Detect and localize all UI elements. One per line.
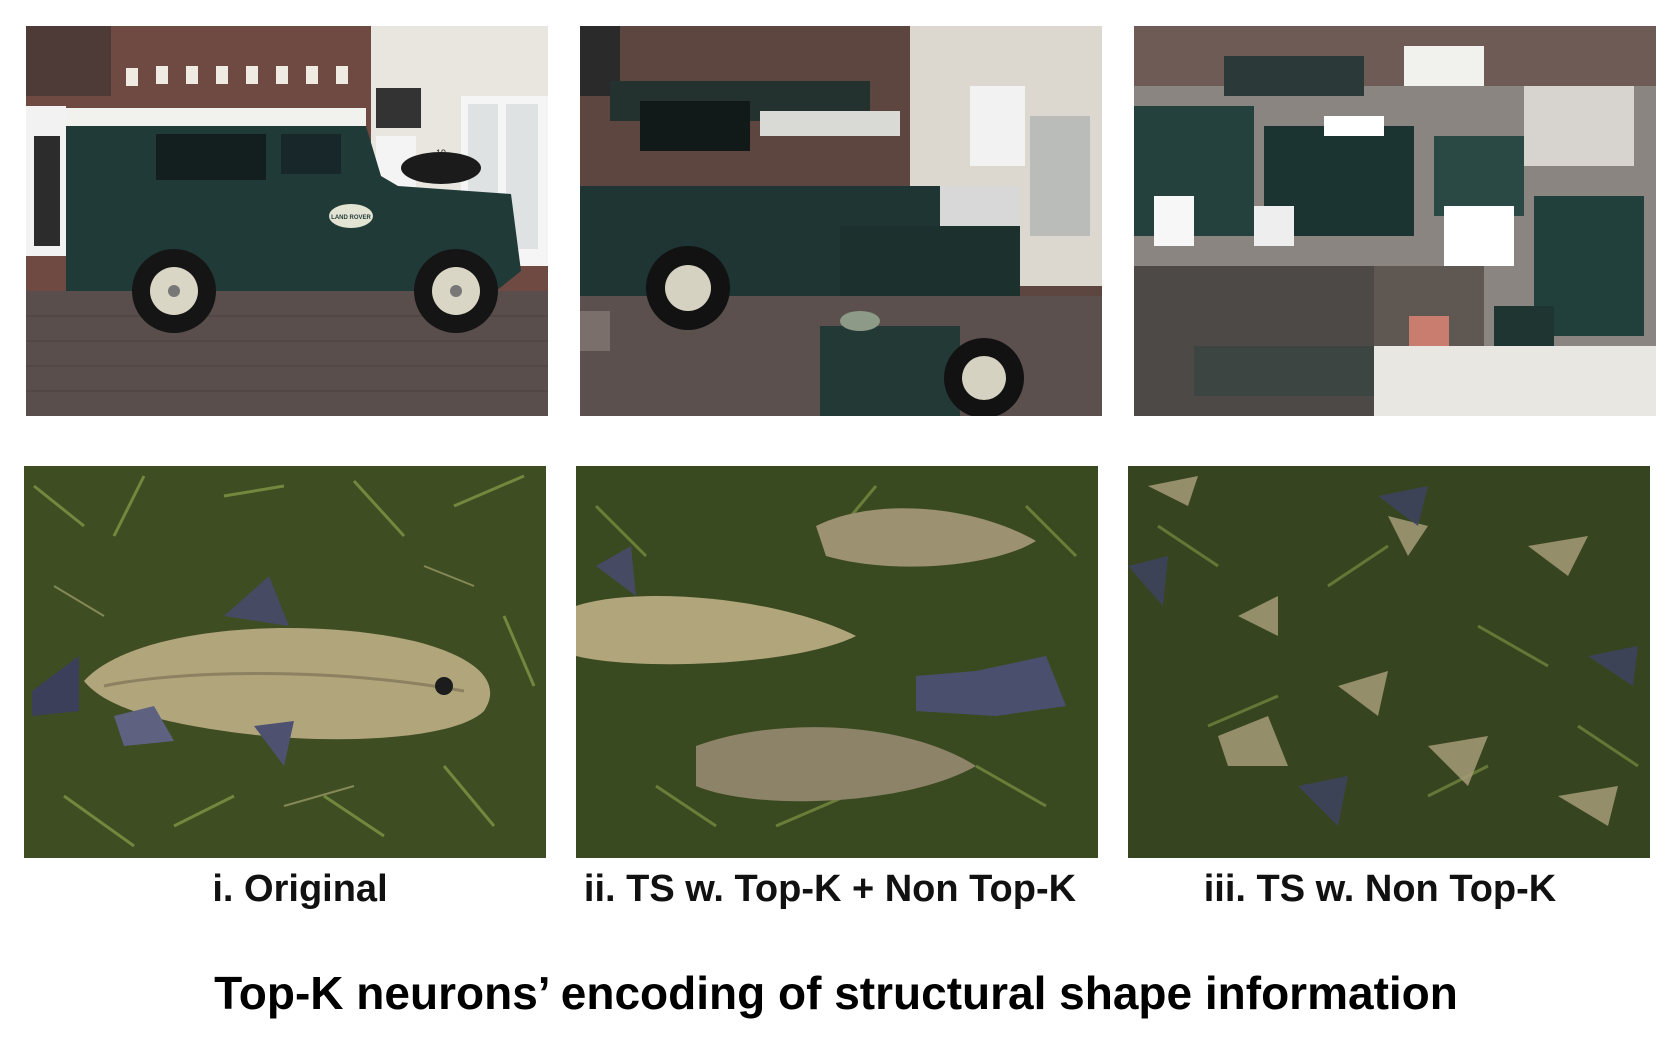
vehicle-original-image: [26, 26, 548, 416]
fish-original-image: [24, 466, 546, 858]
fish-ts-nontopk-image: [1128, 466, 1650, 858]
vehicle-ts-nontopk-image: [1134, 26, 1656, 416]
vehicle-ts-topk-nontopk-image: [580, 26, 1102, 416]
figure-title: Top-K neurons’ encoding of structural shape information: [214, 967, 1458, 1019]
fish-ts-topk-nontopk-image: [576, 466, 1098, 858]
caption-original: i. Original: [212, 868, 388, 910]
caption-ts-nontopk: iii. TS w. Non Top-K: [1203, 868, 1557, 910]
vehicle-badge: LAND ROVER: [331, 215, 371, 221]
caption-ts-topk-nontopk: ii. TS w. Top-K + Non Top-K: [583, 868, 1077, 910]
